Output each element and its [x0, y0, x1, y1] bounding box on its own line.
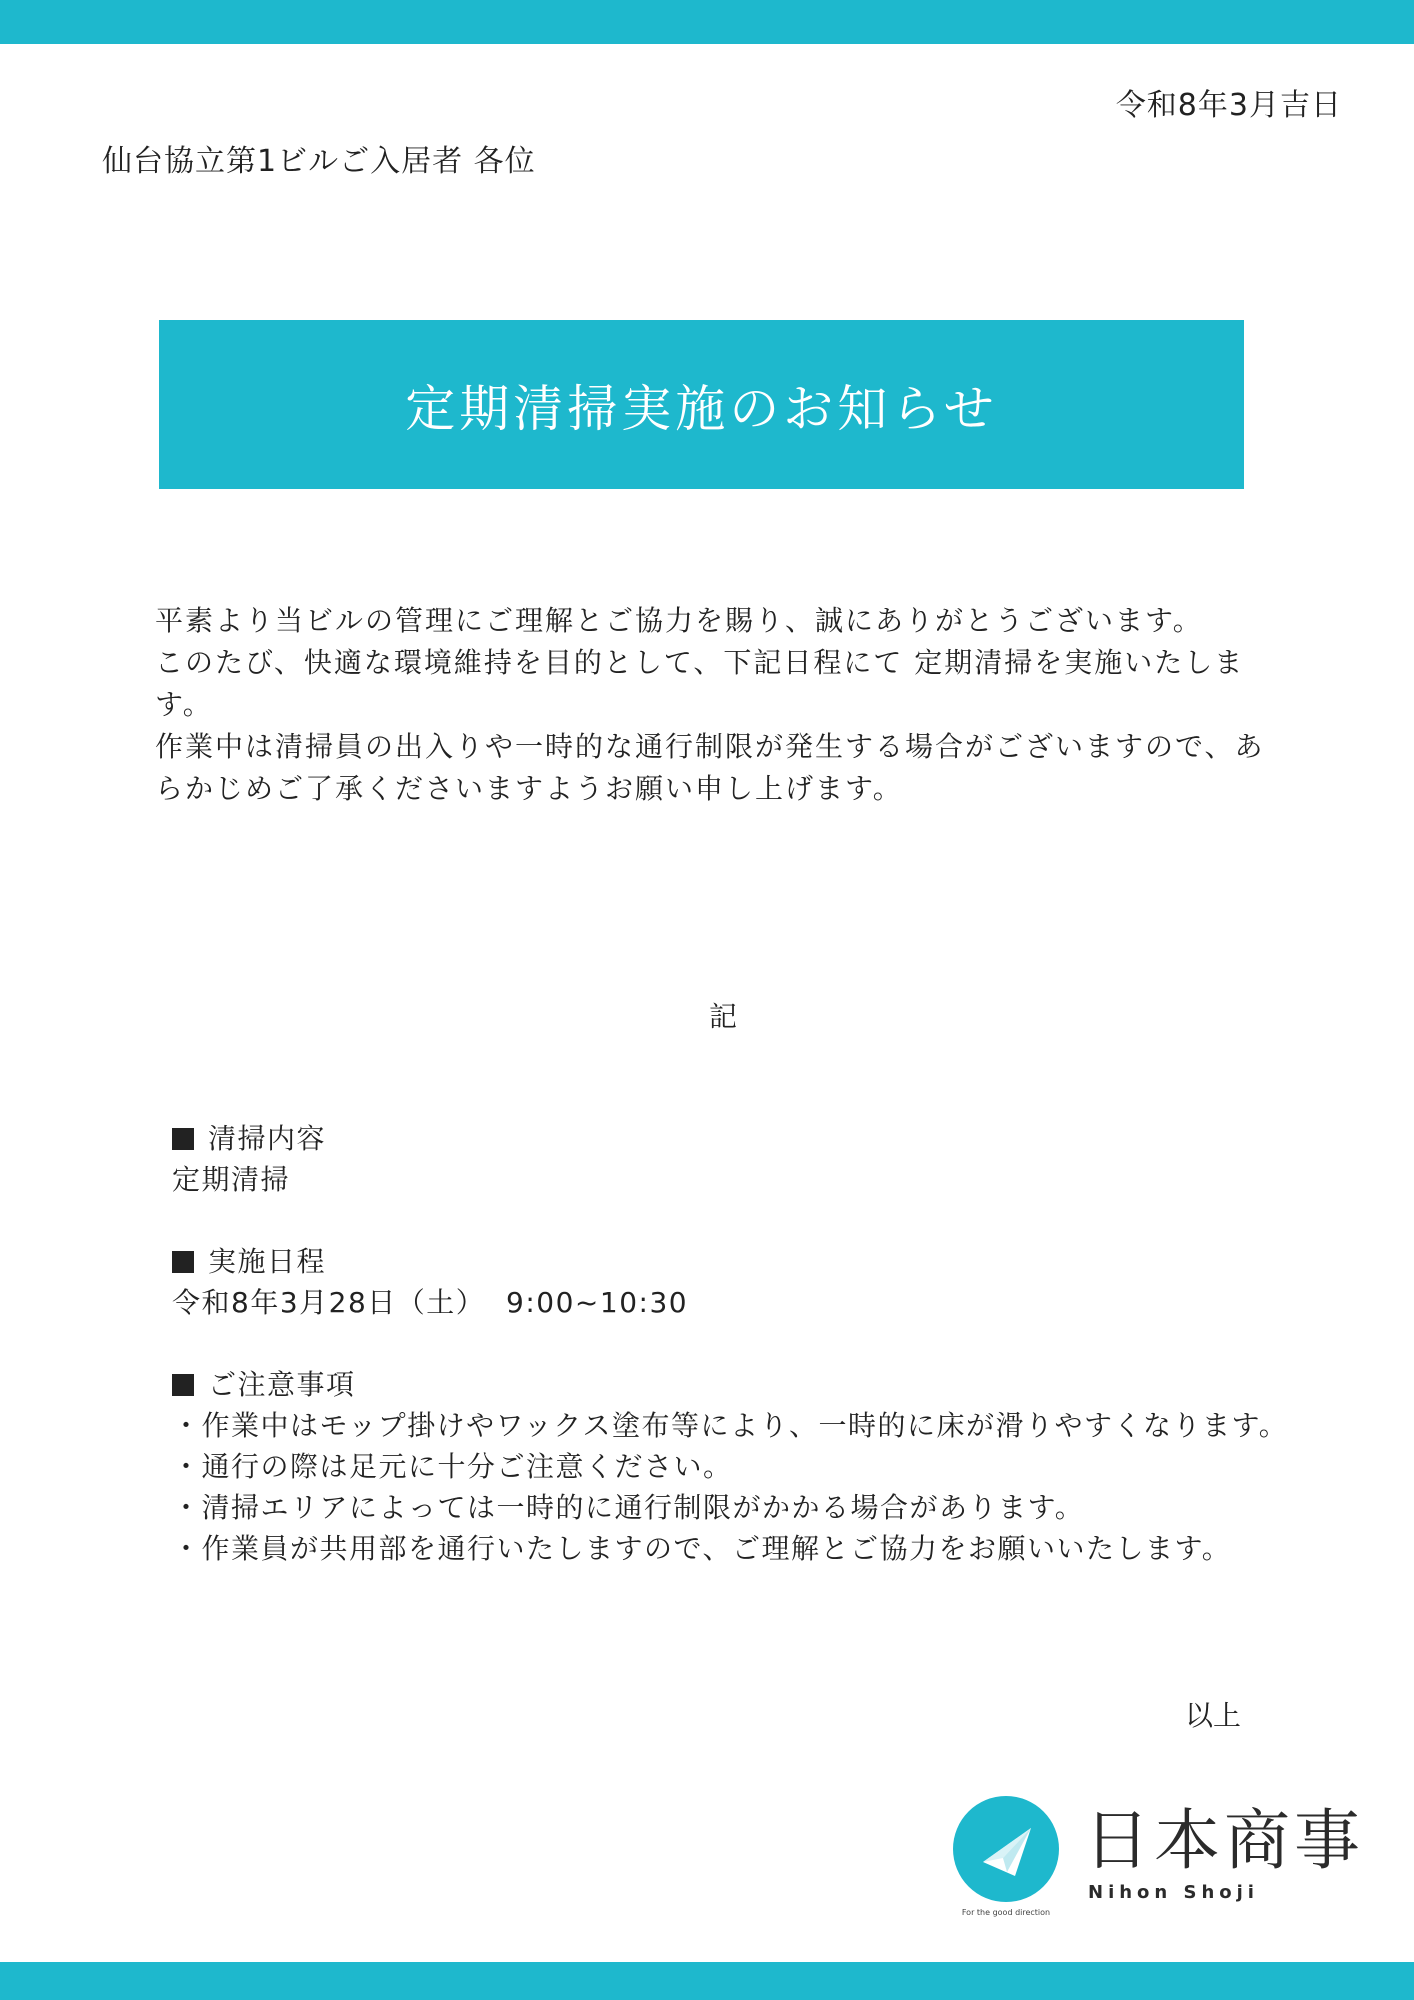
- title-banner: [159, 320, 1244, 489]
- section-heading-label: ご注意事項: [208, 1368, 356, 1401]
- section-heading-label: 実施日程: [208, 1245, 327, 1278]
- section-schedule: [172, 1241, 1292, 1323]
- section-heading-label: 清掃内容: [208, 1122, 327, 1155]
- section-heading: [172, 1241, 1292, 1282]
- company-romaji: Nihon Shoji: [1088, 1882, 1259, 1903]
- details-list: [172, 1118, 1292, 1610]
- square-bullet-icon: [172, 1251, 194, 1273]
- ki-heading: 記: [708, 1000, 737, 1033]
- notice-title: 定期清掃実施のお知らせ: [405, 379, 998, 438]
- note-item: ・通行の際は足元に十分ご注意ください。: [172, 1450, 733, 1483]
- section-heading: [172, 1118, 1292, 1159]
- square-bullet-icon: [172, 1374, 194, 1396]
- intro-line: 平素より当ビルの管理にご理解とご協力を賜り、誠にありがとうございます。: [155, 604, 1203, 637]
- top-accent-bar: [0, 0, 1414, 44]
- intro-line: 作業中は清掃員の出入りや一時的な通行制限が発生する場合がございますので、あらかじめご了承くださいますようお願い申し上げます。: [155, 730, 1265, 805]
- note-item: ・作業員が共用部を通行いたしますので、ご理解とご協力をお願いいたします。: [172, 1532, 1232, 1565]
- section-cleaning-content: [172, 1118, 1292, 1200]
- section-heading: [172, 1364, 1292, 1405]
- square-bullet-icon: [172, 1128, 194, 1150]
- section-value: 令和8年3月28日（土） 9:00~10:30: [172, 1286, 689, 1319]
- note-item: ・清掃エリアによっては一時的に通行制限がかかる場合があります。: [172, 1491, 1085, 1524]
- note-item: ・作業中はモップ掛けやワックス塗布等により、一時的に床が滑りやすくなります。: [172, 1409, 1289, 1442]
- bottom-accent-bar: [0, 1962, 1414, 2000]
- intro-line: このたび、快適な環境維持を目的として、下記日程にて 定期清掃を実施いたします。: [155, 646, 1245, 721]
- issue-date: 令和8年3月吉日: [1115, 88, 1342, 123]
- intro-paragraph: [155, 600, 1275, 810]
- section-notes: [172, 1364, 1292, 1569]
- paper-plane-icon: [953, 1796, 1059, 1902]
- section-value: 定期清掃: [172, 1163, 291, 1196]
- company-name: 日本商事: [1084, 1802, 1364, 1879]
- recipient-line: 仙台協立第1ビルご入居者 各位: [102, 144, 536, 179]
- logo-tagline: For the good direction: [961, 1908, 1051, 1917]
- logo-mark: [953, 1796, 1059, 1902]
- closing-remark: 以上: [1185, 1699, 1242, 1732]
